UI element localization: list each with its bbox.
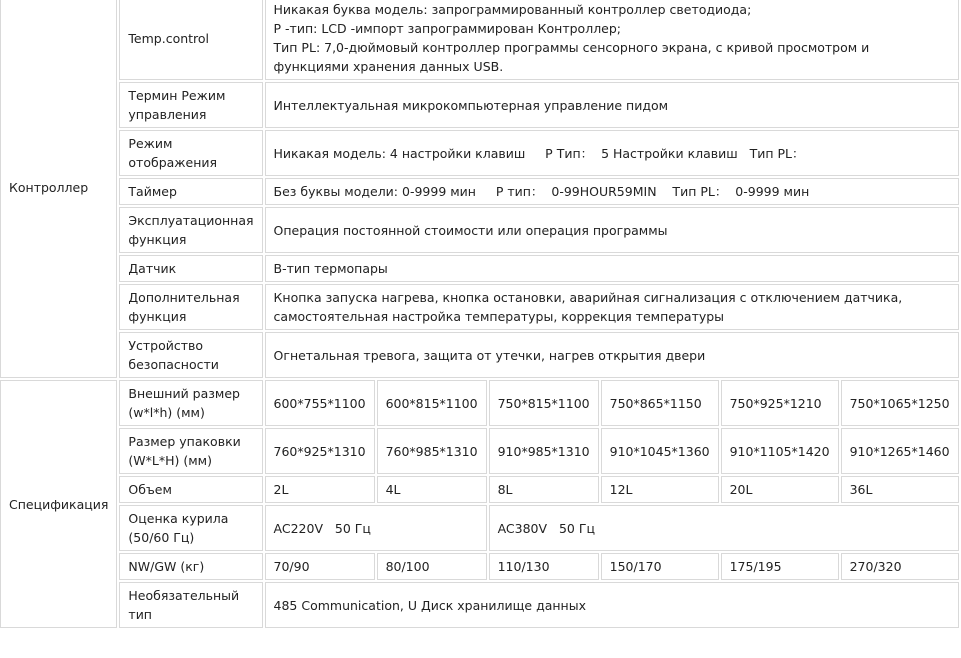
table-row	[0, 428, 959, 474]
text-line: P -тип: LCD -импорт запрограммирован Контроллер;	[273, 21, 622, 36]
row-value: Без буквы модели: 0-9999 мин P тип： 0-99HOUR59MIN Тип PL： 0-9999 мин	[265, 178, 959, 205]
row-label: Размер упаковки (W*L*H) (мм)	[119, 428, 262, 474]
row-label: Эксплуатационная функция	[119, 207, 262, 253]
table-row	[0, 0, 959, 80]
table-row	[0, 284, 959, 330]
table-row	[0, 332, 959, 378]
table-cell: 36L	[841, 476, 959, 503]
table-cell: 20L	[721, 476, 839, 503]
row-value: Никакая модель: 4 настройки клавиш P Тип： 5 Настройки клавиш Тип PL：	[265, 130, 959, 176]
table-cell: 80/100	[377, 553, 487, 580]
row-label: Внешний размер (w*l*h) (мм)	[119, 380, 262, 426]
text-line: Никакая буква модель: запрограммированный контроллер светодиода;	[273, 2, 752, 17]
table-row	[0, 178, 959, 205]
table-cell: 910*1105*1420	[721, 428, 839, 474]
row-label: Таймер	[119, 178, 262, 205]
text-line: Тип PL: 7,0-дюймовый контроллер программы сенсорного экрана, с кривой просмотром и	[273, 40, 870, 55]
row-label: Датчик	[119, 255, 262, 282]
table-cell: 270/320	[841, 553, 959, 580]
table-row	[0, 130, 959, 176]
table-cell: 8L	[489, 476, 599, 503]
row-value: Операция постоянной стоимости или операция программы	[265, 207, 959, 253]
text-line: самостоятельная настройка температуры, коррекция температуры	[273, 309, 725, 324]
row-label: Необязательный тип	[119, 582, 262, 628]
table-row	[0, 476, 959, 503]
table-cell: 750*1065*1250	[841, 380, 959, 426]
table-cell: 910*1045*1360	[601, 428, 719, 474]
row-label: Устройство безопасности	[119, 332, 262, 378]
group-spec: Спецификация	[0, 380, 117, 628]
table-row	[0, 553, 959, 580]
table-cell: 750*815*1100	[489, 380, 599, 426]
row-value	[265, 284, 959, 330]
table-cell: 600*815*1100	[377, 380, 487, 426]
table-row	[0, 582, 959, 628]
row-label: Режим отображения	[119, 130, 262, 176]
row-label: Оценка курила (50/60 Гц)	[119, 505, 262, 551]
table-cell: 12L	[601, 476, 719, 503]
text-line: Кнопка запуска нагрева, кнопка остановки, аварийная сигнализация с отключением датчика,	[273, 290, 903, 305]
row-label: Объем	[119, 476, 262, 503]
table-cell: 760*985*1310	[377, 428, 487, 474]
row-label: NW/GW (кг)	[119, 553, 262, 580]
row-value	[265, 0, 959, 80]
table-row	[0, 207, 959, 253]
table-cell: 110/130	[489, 553, 599, 580]
row-value: B-тип термопары	[265, 255, 959, 282]
group-controller: Контроллер	[0, 0, 117, 378]
row-label: Дополнительная функция	[119, 284, 262, 330]
table-cell: 150/170	[601, 553, 719, 580]
table-row	[0, 255, 959, 282]
table-cell: AC220V 50 Гц	[265, 505, 487, 551]
row-value: 485 Communication, U Диск хранилище данных	[265, 582, 959, 628]
table-cell: 910*1265*1460	[841, 428, 959, 474]
table-row	[0, 380, 959, 426]
table-cell: AC380V 50 Гц	[489, 505, 959, 551]
table-cell: 600*755*1100	[265, 380, 375, 426]
row-label: Термин Режим управления	[119, 82, 262, 128]
row-label: Temp.control	[119, 0, 262, 80]
row-value: Огнетальная тревога, защита от утечки, нагрев открытия двери	[265, 332, 959, 378]
table-cell: 4L	[377, 476, 487, 503]
table-cell: 760*925*1310	[265, 428, 375, 474]
table-cell: 750*925*1210	[721, 380, 839, 426]
table-cell: 2L	[265, 476, 375, 503]
table-cell: 750*865*1150	[601, 380, 719, 426]
table-cell: 70/90	[265, 553, 375, 580]
row-value: Интеллектуальная микрокомпьютерная управление пидом	[265, 82, 959, 128]
table-row	[0, 82, 959, 128]
table-row	[0, 505, 959, 551]
table-cell: 175/195	[721, 553, 839, 580]
table-cell: 910*985*1310	[489, 428, 599, 474]
text-line: функциями хранения данных USB.	[273, 59, 504, 74]
